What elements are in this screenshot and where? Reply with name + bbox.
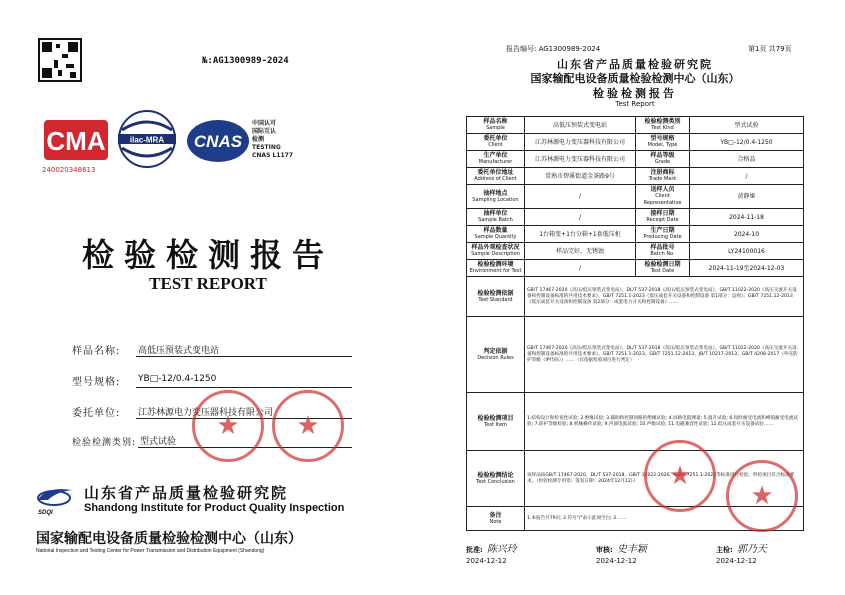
cma-logo [44,118,108,164]
red-seal: ★ [272,390,344,462]
row-label: 注册商标 Trade Mark [636,168,690,185]
center-name-en: National Inspection and Testing Center for Power Transmission and Distribution Equipment (Shandong) [36,548,265,554]
cnas-text: 中国认可 国际互认 检测 TESTING CNAS L1177 [252,120,294,159]
table-row [467,185,804,209]
row-value: 2024-11-18 [690,209,804,226]
report-page [430,30,840,565]
row-label: 样品名称 Sample [467,117,525,134]
svg-text:ilac-MRA: ilac-MRA [129,135,165,145]
report-title-1: 山东省产品质量检验研究院 [557,58,713,71]
row-value: YB□-12/0.4-1250 [690,134,804,151]
report-title-4: Test Report [615,100,655,108]
row-label: 抽样单位 Sample Batch [467,209,525,226]
cover-field-model: 型号规格: YB□-12/0.4-1250 [72,373,352,388]
table-row: 备注 Note 1.本报告共79页; 2.符号"/"表示此项空白; 3.…… [467,507,804,531]
row-label: 抽样地点 Sampling Location [467,185,525,209]
red-seal: ★ [192,390,264,462]
row-value: 江苏林源电力变压器科技有限公司 [525,151,636,168]
row-label: 检验检测类别 Test Kind [636,117,690,134]
row-label: 生产单位 Manufacturer [467,151,525,168]
report-number: 报告编号: AG1300989-2024 [506,45,601,53]
ilac-mra-logo [114,108,180,170]
table-row [467,209,804,226]
center-name-cn: 国家输配电设备质量检验检测中心（山东） [36,531,302,547]
row-value: 高低压预装式变电站 [525,117,636,134]
row-value: 2024-11-19至2024-12-03 [690,260,804,277]
row-label: 样品数量 Sample Quantity [467,226,525,243]
row-label: 委托单位地址 Address of Client [467,168,525,185]
page-number: 第1页 共79页 [748,45,792,53]
row-label: 样品等级 Grade [636,151,690,168]
table-row [467,243,804,260]
row-label: 委托单位 Client [467,134,525,151]
sdqi-logo-icon [36,484,74,508]
table-row: 检验检测结论 Test Conclusion 该样品按GB/T 17467-2020、DL/T 537-2018、GB/T 11022-2020、GB/T 7251.1-2023等标准进行检验，所检项目符合标准要求。（检验检测专用章）签发日期：2024年12月12日 [467,451,804,507]
sdqi-abbr: SDQI [38,510,53,516]
row-label: 样品批号 Batch No. [636,243,690,260]
svg-text:CNAS: CNAS [193,132,243,151]
row-value: 样品完好，无锈蚀 [525,243,636,260]
cover-report-number: №:AG1300989-2024 [202,56,289,66]
signature-inspector: 主检: 郭乃天 2024-12-12 [716,544,767,565]
table-row [467,260,804,277]
cover-field-client: 委托单位: 江苏林源电力变压器科技有限公司 [72,404,352,419]
signature-reviewer: 审核: 史丰颖 2024-12-12 [596,544,647,565]
table-row [467,168,804,185]
red-seal: ★ [644,440,716,512]
institute-name-en: Shandong Institute for Product Quality Inspection [84,502,345,514]
row-value: 1台箱变+1台分箱+1套低压柜 [525,226,636,243]
row-value: LY24100016 [690,243,804,260]
row-value: 2024-10 [690,226,804,243]
table-row: 检验检测项目 Test Item 1.结构设计和检查性试验; 2.绝缘试验; 3.辅助和控制回路的绝缘试验; 4.回路电阻测量; 5.温升试验; 6.短时耐受电流和峰值耐受电流试验; 7.防护等级检验; 8.机械操作试验; 9.内部电弧试验; 10.声级试验; 11.电磁兼容性试验; 12.低压成套开关设备试验…… [467,393,804,451]
row-label: 检验检测日期 Test Date [636,260,690,277]
row-value: / [525,209,636,226]
cma-code: 240020348613 [42,166,96,174]
table-row [467,226,804,243]
row-value: 合格品 [690,151,804,168]
table-row: 检验检测依据 Test Standard GB/T 17467-2020《高压/低压预装式变电站》、DL/T 537-2018《高压/低压预装式变电站》、GB/T 11022-2020《高压交流开关设备和控制设备标准的共用技术要求》、GB/T 7251.1-2023《低压成套开关设备和控制设备 第1部分：总则》、GB/T 7251.12-2013《低压成套开关设备和控制设备 第2部分：成套电力开关和控制设备》…… [467,277,804,317]
cnas-logo [186,118,250,164]
row-label: 接样日期 Receipt Date [636,209,690,226]
svg-text:CMA: CMA [46,126,106,156]
table-row [467,134,804,151]
row-value: 型式试验 [690,117,804,134]
row-label: 生产日期 Producing Date [636,226,690,243]
qr-code [38,38,82,82]
cover-page [4,30,412,565]
row-value: / [525,185,636,209]
red-seal: ★ [726,460,798,532]
row-value: / [690,168,804,185]
cover-title-en: TEST REPORT [149,274,267,293]
cover-title-cn: 检验检测报告 [81,236,334,274]
row-label: 型号规格 Model, Type [636,134,690,151]
cover-field-sample: 样品名称: 高低压预装式变电站 [72,342,352,357]
row-label: 检验检测环境 Environment for Test [467,260,525,277]
row-value: / [525,260,636,277]
institute-name-cn: 山东省产品质量检验研究院 [84,484,289,502]
table-row [467,117,804,134]
cover-field-test-kind: 检验检测类别: 型式试验 [72,434,352,448]
report-title-3: 检验检测报告 [593,87,677,100]
table-row: 判定依据 Decision Rules GB/T 17467-2020《高压/低压预装式变电站》、DL/T 537-2018《高压/低压预装式变电站》、GB/T 11022-2020《高压交流开关设备和控制设备标准的共用技术要求》、GB/T 7251.1-2023、GB/T 7251.12-2013、JB/T 10217-2013、GB/T 4208-2017《外壳防护等级（IP代码）》……（仅依据检验项目进行判定） [467,317,804,393]
signature-approver: 批准: 陈兴玲 2024-12-12 [466,544,517,565]
table-row [467,151,804,168]
row-value: 江苏林源电力变压器科技有限公司 [525,134,636,151]
report-title-2: 国家输配电设备质量检验检测中心（山东） [530,72,740,85]
row-value: 黄静姬 [690,185,804,209]
row-value: 常熟市碧溪街道金茶路9号 [525,168,636,185]
row-label: 送样人员 Client Representative [636,185,690,209]
row-label: 样品外观检查状况 Sample Description [467,243,525,260]
